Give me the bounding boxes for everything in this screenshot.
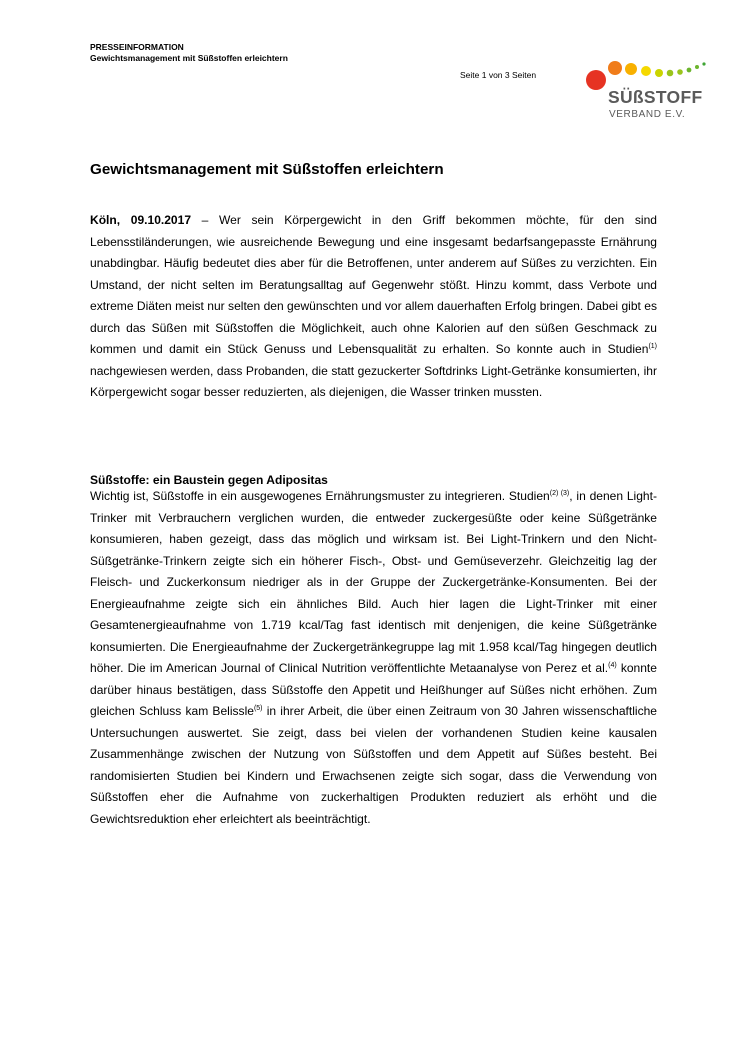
dateline: Köln, 09.10.2017 bbox=[90, 213, 192, 227]
section-paragraph bbox=[90, 486, 657, 830]
footnote-ref-4: (4) bbox=[608, 661, 617, 669]
footnote-ref-1: (1) bbox=[648, 342, 657, 350]
page-number: Seite 1 von 3 Seiten bbox=[460, 70, 537, 80]
footnote-ref-2-3: (2) (3) bbox=[549, 489, 570, 497]
intro-text-b: nachgewiesen werden, dass Probanden, die statt gezuckerter Softdrinks Light-Getränke konsumierten, ihr Körpergewicht sogar besser reduzierten, als diejenigen, die Wasser trinken mussten. bbox=[90, 363, 657, 399]
section-text-a: Wichtig ist, Süßstoffe in ein ausgewogenes Ernährungsmuster zu integrieren. Studien bbox=[90, 489, 550, 503]
logo-wordmark: SÜßSTOFF bbox=[608, 87, 703, 107]
section-text-d: in ihrer Arbeit, die über einen Zeitraum von 30 Jahren wissenschaftliche Untersuchungen auswertet. Sie zeigt, dass bei vielen der vorhandenen Studien keine kausalen Zusammenhänge zwischen der Nutzung von Süßstoffen und dem Appetit auf Süßes besteht. Bei randomisierten Studien bei Kindern und Erwachsenen zeigte sich sogar, dass die Verwendung von Süßstoffen eher die Aufnahme von zuckerhaltigen Produkten reduziert als erhöht und die Gewichtsreduktion eher erleichtert als beeinträchtigt. bbox=[90, 704, 657, 826]
section-text-b: , in denen Light-Trinker mit Verbrauchern verglichen wurden, die entweder zuckergesüßte oder keine Süßgetränke konsumieren, haben gezeigt, dass das möglich und wirksam ist. Bei Light-Trinkern und den Nicht-Süßgetränke-Trinkern zeigte sich ein höherer Fisch-, Obst- und Gemüseverzehr. Gleichzeitig lag der Fleisch- und Zuckerkonsum niedriger als in der Gruppe der Zuckergetränke-Konsumenten. Bei der Energieaufnahme zeigte sich ein ähnliches Bild. Auch hier lagen die Light-Trinker mit einer Gesamtenergieaufnahme von 1.719 kcal/Tag fast identisch mit denjenigen, die keine Süßgetränke konsumierten. Die Energieaufnahme der Zuckergetränkegruppe lag mit 1.958 kcal/Tag hingegen deutlich höher. Die im American Journal of Clinical Nutrition veröffentlichte Metaanalyse von Perez et al. bbox=[90, 489, 657, 675]
header-subtitle: Gewichtsmanagement mit Süßstoffen erleichtern bbox=[90, 53, 288, 63]
header-label: PRESSEINFORMATION bbox=[90, 42, 184, 52]
section-heading: Süßstoffe: ein Baustein gegen Adipositas bbox=[90, 473, 328, 487]
document-header bbox=[90, 42, 288, 64]
intro-text-a: – Wer sein Körpergewicht in den Griff bekommen möchte, für den sind Lebensstiländerungen, wie ausreichende Bewegung und eine insgesamt bedarfsangepasste Ernährung unabdingbar. Häufig bedeutet dies aber für die Betroffenen, unter anderem auf Süßes zu verzichten. Ein Umstand, der nicht selten im Beratungsalltag auf Gegenwehr stößt. Hinzu kommt, dass Verbote und extreme Diäten meist nur selten den gewünschten und vor allem dauerhaften Erfolg bringen. Dabei gibt es durch das Süßen mit Süßstoffen die Möglichkeit, auch ohne Kalorien auf den süßen Geschmack zu kommen und damit ein Stück Genuss und Lebensqualität zu erhalten. So konnte auch in Studien bbox=[90, 213, 657, 356]
intro-paragraph bbox=[90, 210, 657, 404]
suessstoff-verband-logo bbox=[584, 58, 724, 124]
page-title: Gewichtsmanagement mit Süßstoffen erleichtern bbox=[90, 161, 444, 178]
section-text-c: konnte darüber hinaus bestätigen, dass Süßstoffe den Appetit und Heißhunger auf Süßes nicht erhöhen. Zum gleichen Schluss kam Belissle bbox=[90, 661, 657, 718]
logo-subline: VERBAND E.V. bbox=[609, 109, 686, 120]
footnote-ref-5: (5) bbox=[253, 704, 263, 712]
